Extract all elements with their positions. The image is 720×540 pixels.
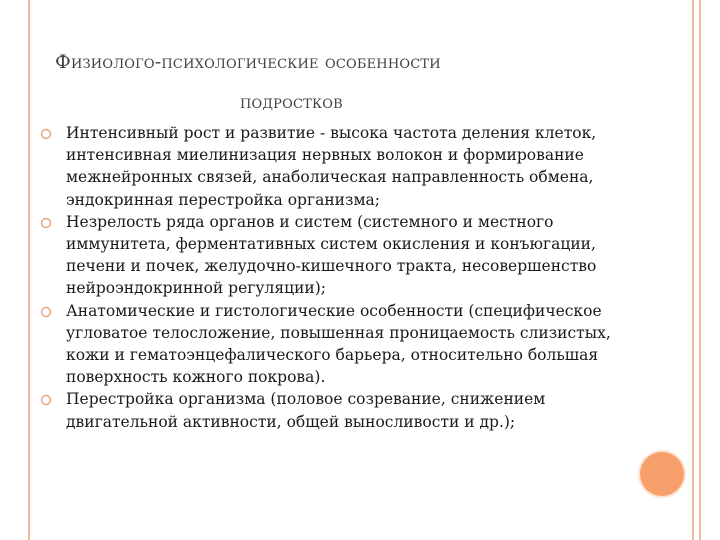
decorative-orange-circle [640,452,684,496]
list-item-text: Незрелость ряда органов и систем (системного и местного иммунитета, ферментативных систем окисления и конъюгации, печени и почек, желудочно-кишечного тракта, несовершенство нейроэндокринной регуляции); [66,212,597,298]
list-item [36,388,656,432]
list-item [36,122,656,211]
hollow-circle-bullet-icon [40,128,52,140]
list-item [36,211,656,300]
list-item-text: Перестройка организма (половое созревание, снижением двигательной активности, общей выносливости и др.); [66,390,546,431]
hollow-circle-bullet-icon [40,394,52,406]
slide-title-line1: Физиолого-психологические особенности [55,51,441,73]
hollow-circle-bullet-icon [40,217,52,229]
list-item-text: Анатомические и гистологические особенности (специфическое угловатое телосложение, повышенная проницаемость слизистых, кожи и гематоэнцефалического барьера, относительно большая поверхность кожного покрова). [66,301,611,387]
list-item-text: Интенсивный рост и развитие - высока частота деления клеток, интенсивная миелинизация нервных волокон и формирование межнейронных связей, анаболическая направленность обмена, эндокринная перестройка организма; [66,124,597,209]
left-frame-line [28,0,30,540]
hollow-circle-bullet-icon [40,306,52,318]
list-item [36,300,656,389]
right-frame-line-inner [699,0,701,540]
bullet-list [36,122,656,433]
slide-title [40,42,640,122]
slide-title-line2: подростков [240,91,343,113]
right-frame-line-outer [692,0,694,540]
